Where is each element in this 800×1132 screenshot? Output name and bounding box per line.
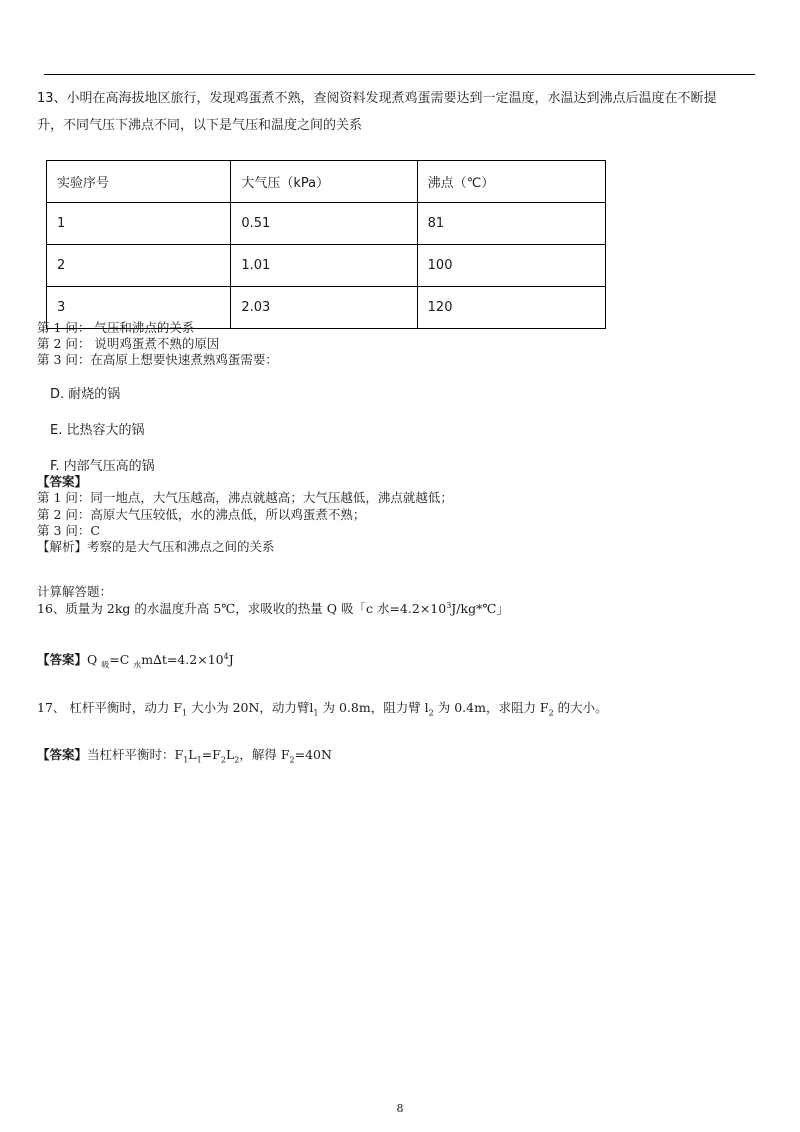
- table-header-row: [47, 161, 606, 203]
- option-e: E. 比热容大的锅: [50, 423, 145, 438]
- table-cell: 1.01: [231, 245, 417, 287]
- q13-answer-label: 【答案】: [37, 474, 88, 489]
- table-cell: 2.03: [231, 287, 417, 329]
- q13-sub2: 第 2 问： 说明鸡蛋煮不熟的原因: [37, 336, 220, 351]
- q13-line1: 13、小明在高海拔地区旅行，发现鸡蛋煮不熟，查阅资料发现煮鸡蛋需要达到一定温度，水温达到沸点后温度在不断提: [37, 91, 717, 106]
- table-cell: 1: [47, 203, 231, 245]
- q13-sub1: 第 1 问： 气压和沸点的关系: [37, 320, 195, 335]
- table-header: 沸点（℃）: [417, 161, 605, 203]
- pressure-boiling-table: [46, 160, 606, 329]
- table-row: [47, 203, 606, 245]
- q13-answer1: 第 1 问：同一地点，大气压越高，沸点就越高；大气压越低，沸点就越低；: [37, 490, 453, 505]
- table-cell: 100: [417, 245, 605, 287]
- q17-question: 17、 杠杆平衡时，动力 $F_1$ 大小为 20N，动力臂$l_1$ 为 0.8m，阻力臂 $l_2$ 为 0.4m，求阻力 $F_2$ 的大小。: [37, 700, 608, 718]
- q16-question: 16、质量为 2kg 的水温度升高 5℃，求吸收的热量 Q 吸「c 水$=4.2\times 10^3J/kg*℃$」: [37, 600, 509, 616]
- table-cell: 3: [47, 287, 231, 329]
- q17-answer: 【答案】当杠杆平衡时：$F_1L_1=F_2L_2$，解得 $F_2=40N$: [37, 747, 332, 765]
- q13-line2: 升，不同气压下沸点不同，以下是气压和温度之间的关系: [37, 118, 363, 133]
- table-cell: 0.51: [231, 203, 417, 245]
- q16-answer: 【答案】Q $_吸$=C $_水m\Delta t=4.2\times 10^4J$: [37, 651, 234, 670]
- table-cell: 2: [47, 245, 231, 287]
- q13-answer3: 第 3 问：C: [37, 523, 100, 538]
- option-f: F. 内部气压高的锅: [50, 459, 155, 474]
- calc-heading: 计算解答题：: [37, 584, 113, 599]
- table-row: [47, 245, 606, 287]
- table-header: 大气压（kPa）: [231, 161, 417, 203]
- header-rule: [44, 74, 755, 75]
- q13-sub3: 第 3 问：在高原上想要快速煮熟鸡蛋需要：: [37, 352, 278, 367]
- q13-analysis: 【解析】考察的是大气压和沸点之间的关系: [37, 539, 275, 554]
- page-number: 8: [396, 1102, 404, 1115]
- option-d: D. 耐烧的锅: [50, 387, 121, 402]
- q13-answer2: 第 2 问：高原大气压较低，水的沸点低，所以鸡蛋煮不熟；: [37, 507, 366, 522]
- table-header: 实验序号: [47, 161, 231, 203]
- table-cell: 81: [417, 203, 605, 245]
- table-cell: 120: [417, 287, 605, 329]
